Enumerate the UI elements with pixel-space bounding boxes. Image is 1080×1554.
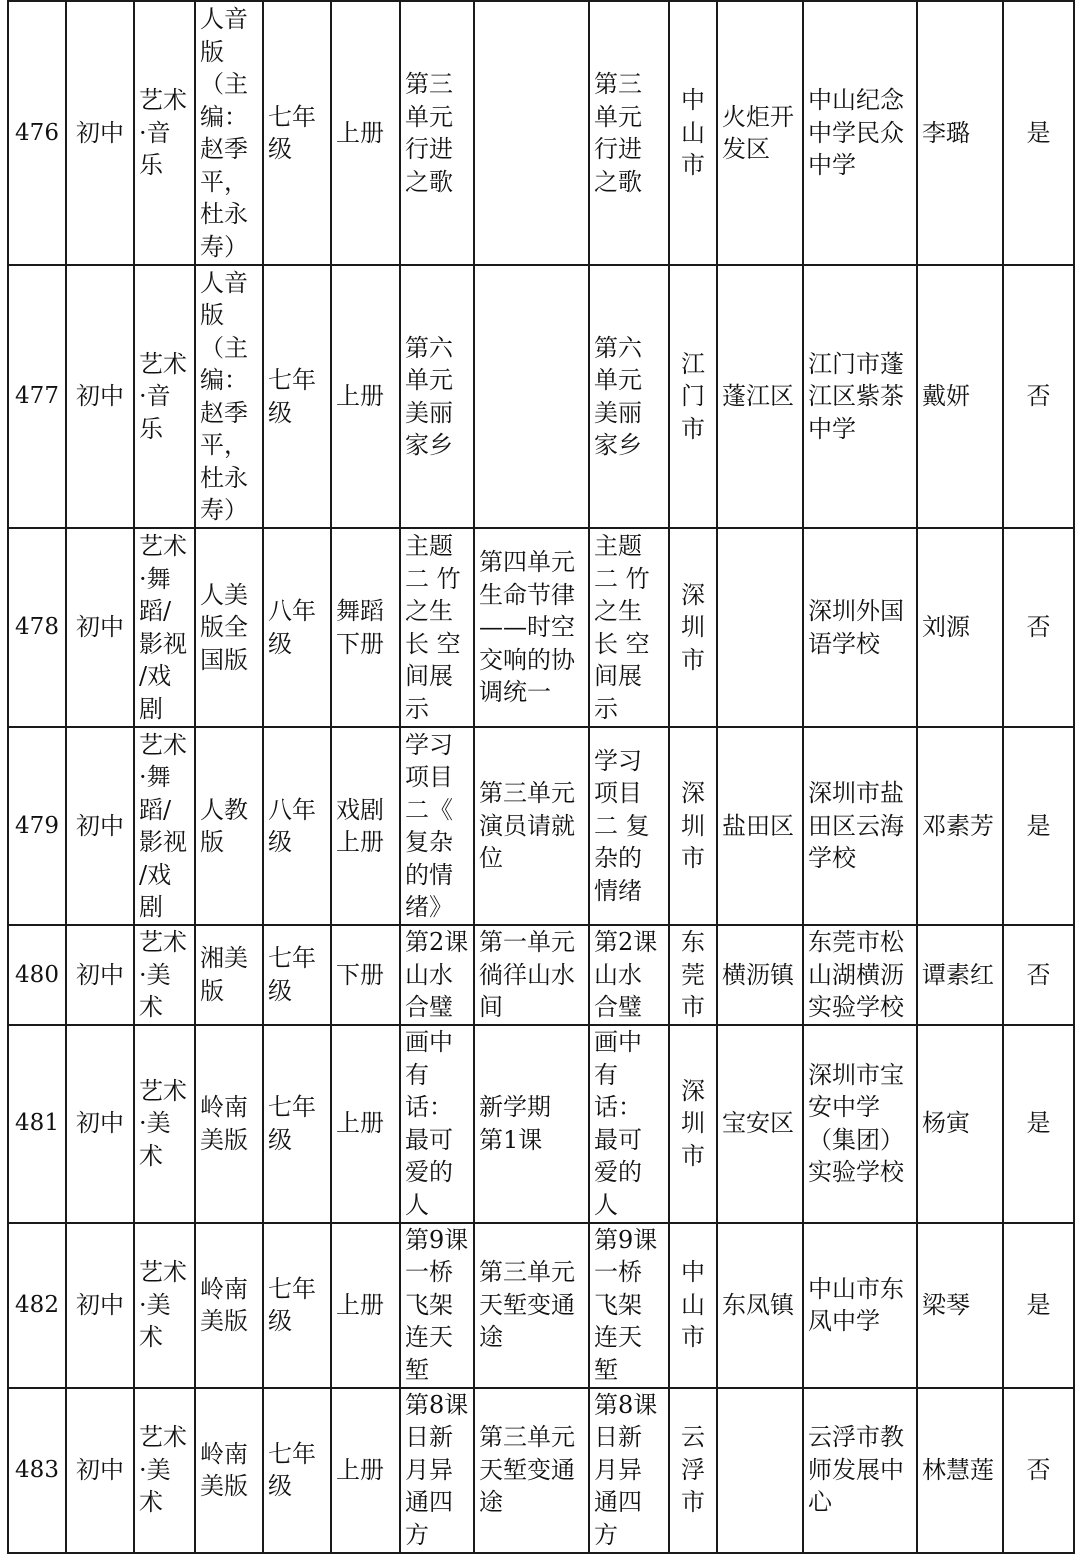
subject: 艺术 ·美 术 <box>134 925 195 1025</box>
unit-b: 第四单元 生命节律 ——时空 交响的协 调统一 <box>474 528 589 727</box>
school: 深圳外国 语学校 <box>803 528 917 727</box>
unit-b: 第一单元 徜徉山水 间 <box>474 925 589 1025</box>
subject: 艺术 ·舞 蹈/ 影视 /戏 剧 <box>134 727 195 925</box>
volume: 上册 <box>331 1388 400 1553</box>
table-row <box>8 727 1074 925</box>
unit-c: 画中 有 话： 最可 爱的 人 <box>589 1025 669 1223</box>
yes-no-flag: 是 <box>1003 727 1074 925</box>
volume: 舞蹈 下册 <box>331 528 400 727</box>
unit-b <box>474 1 589 265</box>
yes-no-flag: 是 <box>1003 1 1074 265</box>
yes-no-flag: 是 <box>1003 1223 1074 1388</box>
school: 深圳市宝 安中学 （集团） 实验学校 <box>803 1025 917 1223</box>
teacher: 谭素红 <box>917 925 1003 1025</box>
unit-a: 学习 项目 二《 复杂 的情 绪》 <box>400 727 474 925</box>
city: 云 浮 市 <box>669 1388 717 1553</box>
school: 江门市蓬 江区紫茶 中学 <box>803 265 917 528</box>
textbook-edition: 岭南 美版 <box>195 1223 263 1388</box>
school-stage: 初中 <box>66 1388 134 1553</box>
table-row <box>8 1 1074 265</box>
textbook-edition: 岭南 美版 <box>195 1025 263 1223</box>
school-stage: 初中 <box>66 727 134 925</box>
grade: 七年 级 <box>263 1 331 265</box>
row-number: 482 <box>8 1223 66 1388</box>
yes-no-flag: 是 <box>1003 1025 1074 1223</box>
textbook-edition: 岭南 美版 <box>195 1388 263 1553</box>
school-stage: 初中 <box>66 925 134 1025</box>
teacher: 杨寅 <box>917 1025 1003 1223</box>
textbook-edition: 人音 版 （主 编： 赵季 平， 杜永 寿） <box>195 1 263 265</box>
grade: 七年 级 <box>263 1388 331 1553</box>
city: 东 莞 市 <box>669 925 717 1025</box>
grade: 七年 级 <box>263 925 331 1025</box>
school-stage: 初中 <box>66 1025 134 1223</box>
table-row <box>8 1223 1074 1388</box>
teacher: 李璐 <box>917 1 1003 265</box>
unit-b <box>474 265 589 528</box>
row-number: 483 <box>8 1388 66 1553</box>
grade: 七年 级 <box>263 1223 331 1388</box>
school: 深圳市盐 田区云海 学校 <box>803 727 917 925</box>
unit-a: 画中 有 话： 最可 爱的 人 <box>400 1025 474 1223</box>
teacher: 林慧莲 <box>917 1388 1003 1553</box>
unit-a: 主题 二 竹 之生 长 空 间展 示 <box>400 528 474 727</box>
district: 盐田区 <box>717 727 803 925</box>
school-stage: 初中 <box>66 1 134 265</box>
city: 中 山 市 <box>669 1 717 265</box>
teacher: 刘源 <box>917 528 1003 727</box>
unit-c: 第六 单元 美丽 家乡 <box>589 265 669 528</box>
textbook-edition: 人教 版 <box>195 727 263 925</box>
unit-b: 新学期 第1课 <box>474 1025 589 1223</box>
subject: 艺术 ·美 术 <box>134 1223 195 1388</box>
district: 横沥镇 <box>717 925 803 1025</box>
yes-no-flag: 否 <box>1003 925 1074 1025</box>
grade: 七年 级 <box>263 1025 331 1223</box>
yes-no-flag: 否 <box>1003 1388 1074 1553</box>
row-number: 479 <box>8 727 66 925</box>
unit-c: 第9课 一桥 飞架 连天 堑 <box>589 1223 669 1388</box>
table-row <box>8 1025 1074 1223</box>
unit-a: 第三 单元 行进 之歌 <box>400 1 474 265</box>
district: 东凤镇 <box>717 1223 803 1388</box>
unit-b: 第三单元 天堑变通 途 <box>474 1223 589 1388</box>
row-number: 480 <box>8 925 66 1025</box>
unit-a: 第8课 日新 月异 通四 方 <box>400 1388 474 1553</box>
unit-a: 第9课 一桥 飞架 连天 堑 <box>400 1223 474 1388</box>
school-stage: 初中 <box>66 265 134 528</box>
unit-c: 第8课 日新 月异 通四 方 <box>589 1388 669 1553</box>
volume: 上册 <box>331 1 400 265</box>
teacher: 邓素芳 <box>917 727 1003 925</box>
city: 江 门 市 <box>669 265 717 528</box>
subject: 艺术 ·音 乐 <box>134 1 195 265</box>
school-stage: 初中 <box>66 1223 134 1388</box>
grade: 八年 级 <box>263 528 331 727</box>
row-number: 476 <box>8 1 66 265</box>
yes-no-flag: 否 <box>1003 265 1074 528</box>
volume: 上册 <box>331 1223 400 1388</box>
school: 云浮市教 师发展中 心 <box>803 1388 917 1553</box>
school-stage: 初中 <box>66 528 134 727</box>
grade: 八年 级 <box>263 727 331 925</box>
district <box>717 528 803 727</box>
results-table <box>7 0 1075 1554</box>
city: 深 圳 市 <box>669 1025 717 1223</box>
table-row <box>8 265 1074 528</box>
row-number: 478 <box>8 528 66 727</box>
grade: 七年 级 <box>263 265 331 528</box>
textbook-edition: 人美 版全 国版 <box>195 528 263 727</box>
table-row <box>8 528 1074 727</box>
unit-a: 第六 单元 美丽 家乡 <box>400 265 474 528</box>
volume: 下册 <box>331 925 400 1025</box>
table-row <box>8 925 1074 1025</box>
school: 东莞市松 山湖横沥 实验学校 <box>803 925 917 1025</box>
school: 中山市东 凤中学 <box>803 1223 917 1388</box>
school: 中山纪念 中学民众 中学 <box>803 1 917 265</box>
row-number: 477 <box>8 265 66 528</box>
subject: 艺术 ·舞 蹈/ 影视 /戏 剧 <box>134 528 195 727</box>
unit-c: 主题 二 竹 之生 长 空 间展 示 <box>589 528 669 727</box>
volume: 戏剧 上册 <box>331 727 400 925</box>
district: 火炬开 发区 <box>717 1 803 265</box>
teacher: 梁琴 <box>917 1223 1003 1388</box>
district <box>717 1388 803 1553</box>
city: 深 圳 市 <box>669 528 717 727</box>
unit-c: 学习 项目 二 复 杂的 情绪 <box>589 727 669 925</box>
unit-a: 第2课 山水 合璧 <box>400 925 474 1025</box>
teacher: 戴妍 <box>917 265 1003 528</box>
city: 中 山 市 <box>669 1223 717 1388</box>
district: 宝安区 <box>717 1025 803 1223</box>
textbook-edition: 人音 版 （主 编： 赵季 平， 杜永 寿） <box>195 265 263 528</box>
row-number: 481 <box>8 1025 66 1223</box>
yes-no-flag: 否 <box>1003 528 1074 727</box>
unit-b: 第三单元 演员请就 位 <box>474 727 589 925</box>
unit-c: 第2课 山水 合璧 <box>589 925 669 1025</box>
unit-c: 第三 单元 行进 之歌 <box>589 1 669 265</box>
unit-b: 第三单元 天堑变通 途 <box>474 1388 589 1553</box>
subject: 艺术 ·美 术 <box>134 1388 195 1553</box>
district: 蓬江区 <box>717 265 803 528</box>
subject: 艺术 ·音 乐 <box>134 265 195 528</box>
textbook-edition: 湘美 版 <box>195 925 263 1025</box>
volume: 上册 <box>331 265 400 528</box>
table-row <box>8 1388 1074 1553</box>
volume: 上册 <box>331 1025 400 1223</box>
subject: 艺术 ·美 术 <box>134 1025 195 1223</box>
city: 深 圳 市 <box>669 727 717 925</box>
